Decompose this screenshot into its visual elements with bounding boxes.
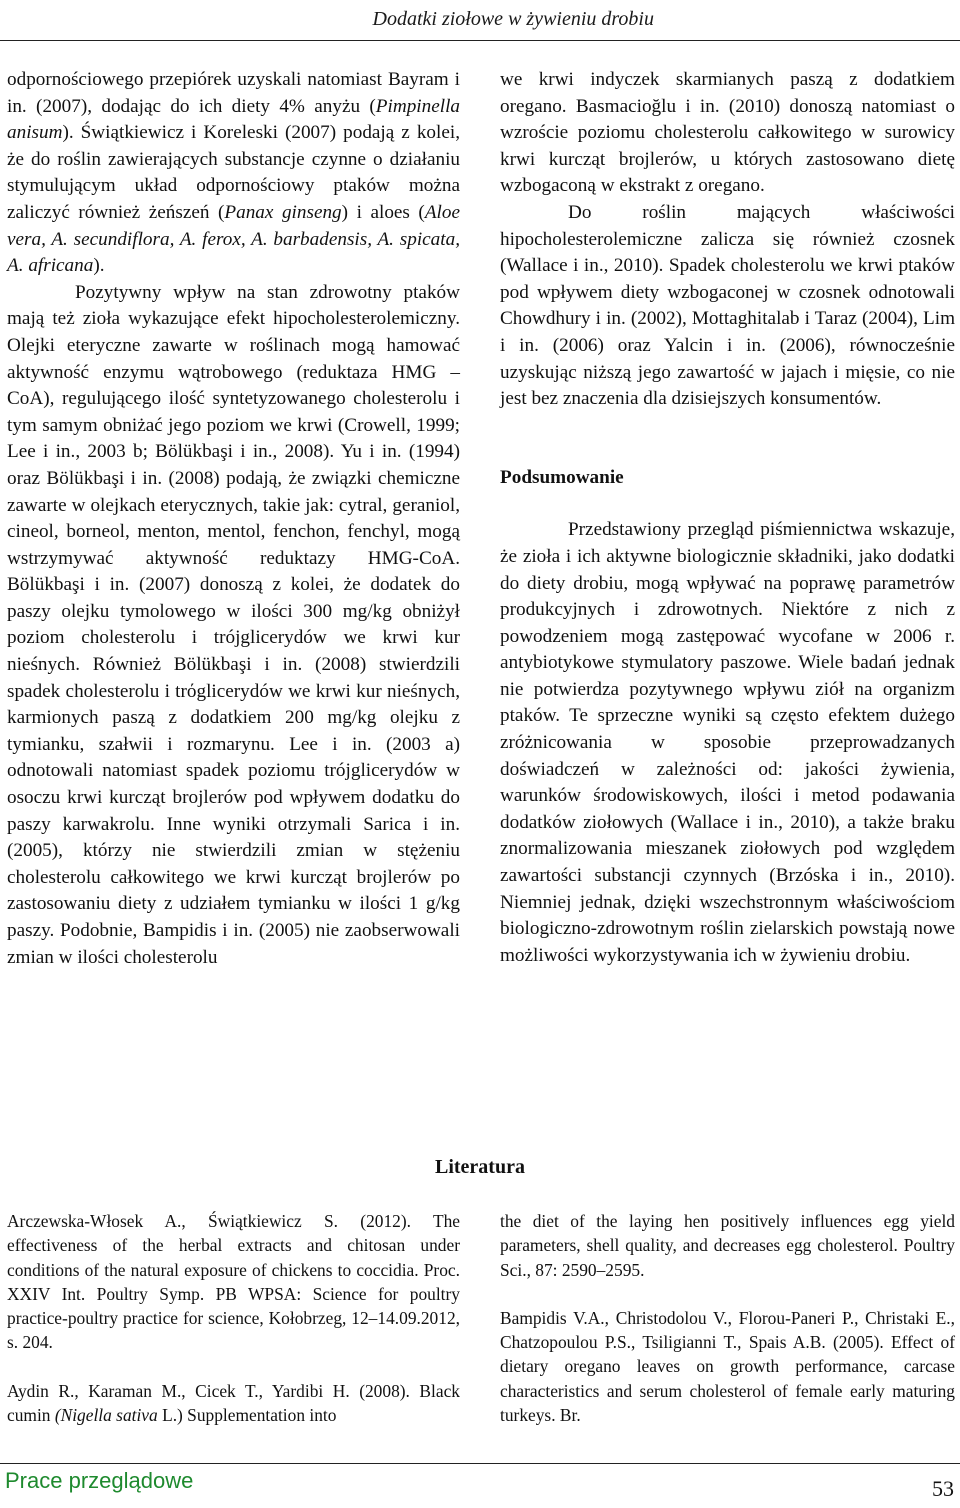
- footer-rule: [0, 1463, 960, 1464]
- reference-item: Arczewska-Włosek A., Świątkiewicz S. (2012). The effectiveness of the herbal extracts and chitosan under conditions of the natural exposure of chickens to coccidia. Proc. XXIV Int. Poultry Symp. PB WPSA: Science for poultry practice-poultry practice for science, Kołobrzeg, 12–14.09.2012, s. 204.: [7, 1211, 460, 1353]
- text-segment: odpornościowego przepiórek uzyskali natomiast Bayram i in. (2007), dodając do ich diety 4% anyżu (: [7, 69, 460, 117]
- section-title-summary: Podsumowanie: [500, 466, 624, 488]
- latin-name: Aloe vera, A. secundiflora, A. ferox, A. barbadensis, A. spicata, A. africana: [7, 201, 460, 277]
- references-left: [7, 1209, 460, 1427]
- running-head: Dodatki ziołowe w żywieniu drobiu: [372, 8, 654, 30]
- left-paragraph-1: [7, 67, 460, 280]
- left-column: [7, 67, 460, 971]
- text-segment: ). Świątkiewicz i Koreleski (2007) podają z kolei, że do roślin zawierających substancje czynne o działaniu stymulującym układ odpornościowy ptaków można zaliczyć również żeńszeń (: [7, 122, 460, 223]
- right-paragraph-3: Przedstawiony przegląd piśmiennictwa wskazuje, że zioła i ich aktywne biologicznie składniki, jako dodatki do diety drobiu, mogą wpływać na poprawę parametrów produkcyjnych i zdrowotnych. Niektóre z nich z powodzeniem mogą zastępować wycofane w 2006 r. antybiotykowe stymulatory paszowe. Wiele badań jednak nie potwierdza pozytywnego wpływu ziół na organizm ptaków. Te sprzeczne wyniki są często efektem dużego zróżnicowania w sposobie przeprowadzanych doświadczeń w zależności od: jakości żywienia, warunków środowiskowych, ilości i metod podawania dodatków ziołowych (Wallace i in., 2010), a także braku znormalizowania mieszanek ziołowych pod względem zawartości substancji czynnych (Brzóska i in., 2010). Niemniej jednak, dzięki wszechstronnym właściwościom biologiczno-zdrowotnym roślin zielarskich powstają nowe możliwości wykorzystywania ich w żywieniu drobiu.: [500, 519, 955, 966]
- right-column: [500, 67, 955, 969]
- right-paragraph-1: we krwi indyczek skarmianych paszą z dodatkiem oregano. Basmacioğlu i in. (2010) donoszą natomiast o wzroście poziomu cholesterolu całkowitego w surowicy krwi kurcząt brojlerów, u których zastosowano dietę wzbogaconą w ekstrakt z oregano.: [500, 69, 955, 197]
- page-number: 53: [932, 1476, 954, 1501]
- latin-name: (Nigella sativa: [54, 1405, 158, 1426]
- text-segment: ) i aloes (: [341, 201, 425, 223]
- left-paragraph-2: Pozytywny wpływ na stan zdrowotny ptaków mają też zioła wykazujące efekt hipocholesterolemiczny. Olejki eteryczne zawarte w roślinach mogą hamować aktywność enzymu wątrobowego (reduktaza HMG – CoA), regulującego ilość syntetyzowanego cholesterolu i tym samym obniżać jego poziom we krwi (Crowell, 1999; Lee i in., 2003 b; Bölükbaşi i in., 2008). Yu i in. (1994) oraz Bölükbaşi i in. (2008) podają, że związki chemiczne zawarte w olejkach eterycznych, takie jak: cytral, geraniol, cineol, borneol, menton, mentol, fenchon, fenchyl, mogą wstrzymywać aktywność reduktazy HMG-CoA. Bölükbaşi i in. (2007) donoszą z kolei, że dodatek do paszy olejku tymolowego w ilości 300 mg/kg obniżył poziom cholesterolu i trójglicerydów we krwi kur nieśnych. Również Bölükbaşi i in. (2008) stwierdzili spadek cholesterolu i trόglicerydów we krwi kur nieśnych, karmionych paszą z dodatkiem 200 mg/kg olejku z tymianku, szałwii i rozmarynu. Lee i in. (2003 a) odnotowali natomiast spadek poziomu trójglicerydów w osoczu krwi kurcząt brojlerów pod wpływem dodatku do paszy karwakrolu. Inne wyniki otrzymali Sarica i in. (2005), którzy nie stwierdzili zmian w stężeniu cholesterolu całkowitego we krwi kurcząt brojlerów po zastosowaniu diety z udziałem tymianku w ilości 1 g/kg paszy. Podobnie, Bampidis i in. (2005) nie zaobserwowali zmian w ilości cholesterolu: [7, 281, 460, 968]
- text-segment: Aydin R., Karaman M., Cicek T., Yardibi H. (2008). Black cumin: [7, 1380, 460, 1426]
- latin-name: Pimpinella anisum: [7, 95, 460, 144]
- literature-title: Literatura: [435, 1156, 525, 1178]
- references-right: [500, 1209, 955, 1427]
- text-segment: L.) Supplementation into: [157, 1405, 337, 1426]
- reference-item: the diet of the laying hen positively influences egg yield parameters, shell quality, and decreases egg cholesterol. Poultry Sci., 87: 2590–2595.: [500, 1211, 955, 1280]
- reference-item: Bampidis V.A., Christodolou V., Florou-Paneri P., Christaki E., Chatzopoulou P.S., Tsiligianni T., Spais A.B. (2005). Effect of dietary oregano leaves on growth performance, carcase characteristics and serum cholesterol of female early maturing turkeys. Br.: [500, 1307, 955, 1426]
- header-rule: [0, 40, 960, 41]
- right-paragraph-2: Do roślin mających właściwości hipocholesterolemiczne zalicza się również czosnek (Wallace i in., 2010). Spadek cholesterolu we krwi ptaków pod wpływem diety wzbogaconej w czosnek odnotowali Chowdhury i in. (2002), Mottaghitalab i Taraz (2004), Lim i in. (2006) oraz Yalcin i in. (2006), równocześnie uzyskując niższą jego zawartość w jajach i mięsie, co nie jest bez znaczenia dla dzisiejszych konsumentów.: [500, 201, 955, 410]
- reference-item: [7, 1379, 460, 1428]
- latin-name: Panax ginseng: [224, 201, 342, 223]
- footer-section-label: Prace przeglądowe: [5, 1468, 194, 1493]
- text-segment: ).: [93, 255, 105, 277]
